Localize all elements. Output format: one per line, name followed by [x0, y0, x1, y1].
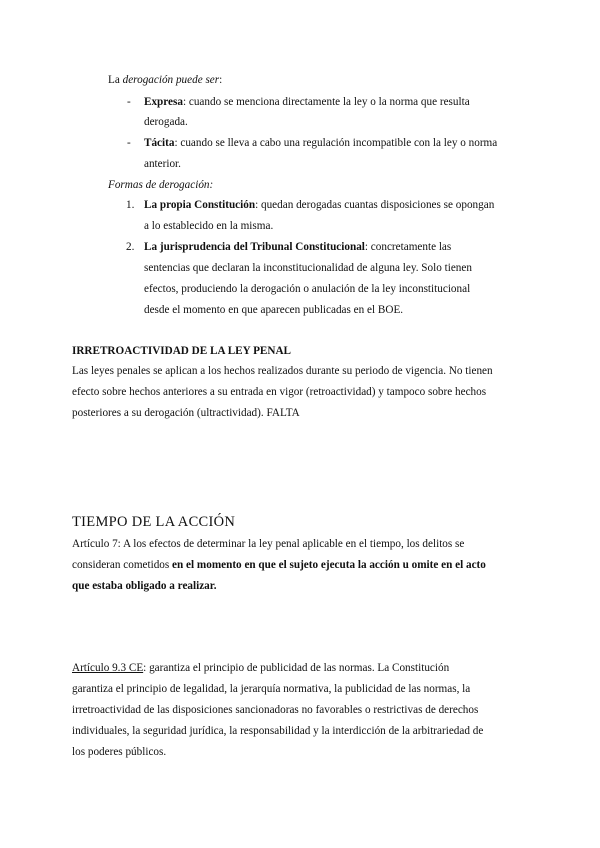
list-marker: -	[127, 96, 131, 108]
definition: : cuando se lleva a cabo una regulación incompatible con la ley o norma	[174, 137, 498, 149]
list-item-expresa	[144, 95, 527, 109]
term: La propia Constitución	[144, 199, 256, 211]
list-item-continuation: efectos, produciendo la derogación o anulación de la ley inconstitucional	[144, 283, 471, 295]
list-item-continuation: derogada.	[144, 116, 188, 128]
section-heading-tiempo: TIEMPO DE LA ACCIÓN	[72, 514, 236, 530]
paragraph-line: que estaba obligado a realizar.	[72, 580, 217, 592]
term: Expresa	[144, 96, 183, 108]
article-label: Artículo 9.3 CE	[72, 662, 144, 674]
paragraph-line: irretroactividad de las disposiciones sancionadoras no favorables o restrictivas de derechos	[72, 704, 479, 716]
formas-label: Formas de derogación:	[108, 179, 214, 191]
paragraph-line: individuales, la seguridad jurídica, la responsabilidad y la interdicción de la arbitrariedad de	[72, 725, 484, 737]
text-plain: consideran cometidos	[72, 559, 173, 571]
list-item-continuation: a lo establecido en la misma.	[144, 220, 274, 232]
paragraph-line: efecto sobre hechos anteriores a su entrada en vigor (retroactividad) y tampoco sobre hechos	[72, 386, 487, 398]
definition: : concretamente las	[364, 241, 452, 253]
list-item-jurisprudencia	[144, 240, 527, 254]
list-item-tacita	[144, 136, 497, 150]
term: Tácita	[144, 137, 175, 149]
derogacion-intro	[108, 73, 222, 87]
list-item-continuation: desde el momento en que aparecen publicadas en el BOE.	[144, 304, 404, 316]
intro-prefix: La	[108, 74, 123, 86]
paragraph-line: posteriores a su derogación (ultractividad). FALTA	[72, 407, 300, 419]
list-marker: -	[127, 137, 131, 149]
section-heading-irretroactividad: IRRETROACTIVIDAD DE LA LEY PENAL	[72, 345, 292, 357]
text-bold: en el momento en que el sujeto ejecuta la acción u omite en el acto	[172, 559, 486, 571]
text-plain: : garantiza el principio de publicidad de las normas. La Constitución	[143, 662, 450, 674]
paragraph-line: los poderes públicos.	[72, 746, 167, 758]
term: La jurisprudencia del Tribunal Constitucional	[144, 241, 365, 253]
definition: : quedan derogadas cuantas disposiciones se opongan	[255, 199, 495, 211]
intro-italic: derogación puede ser	[122, 74, 220, 86]
list-item-continuation: anterior.	[144, 158, 181, 170]
list-item-continuation: sentencias que declaran la inconstitucionalidad de alguna ley. Solo tienen	[144, 262, 472, 274]
intro-suffix: :	[219, 74, 223, 86]
paragraph-line: Artículo 7: A los efectos de determinar la ley penal aplicable en el tiempo, los delitos se	[72, 538, 465, 550]
list-item-constitucion	[144, 198, 494, 212]
paragraph-line: garantiza el principio de legalidad, la jerarquía normativa, la publicidad de las normas, la	[72, 683, 471, 695]
paragraph-line: Las leyes penales se aplican a los hechos realizados durante su periodo de vigencia. No tienen	[72, 365, 493, 377]
list-number: 1.	[126, 199, 135, 211]
list-number: 2.	[126, 241, 135, 253]
definition: : cuando se menciona directamente la ley o la norma que resulta	[182, 96, 470, 108]
paragraph-line	[72, 558, 486, 572]
paragraph-line	[72, 661, 449, 675]
